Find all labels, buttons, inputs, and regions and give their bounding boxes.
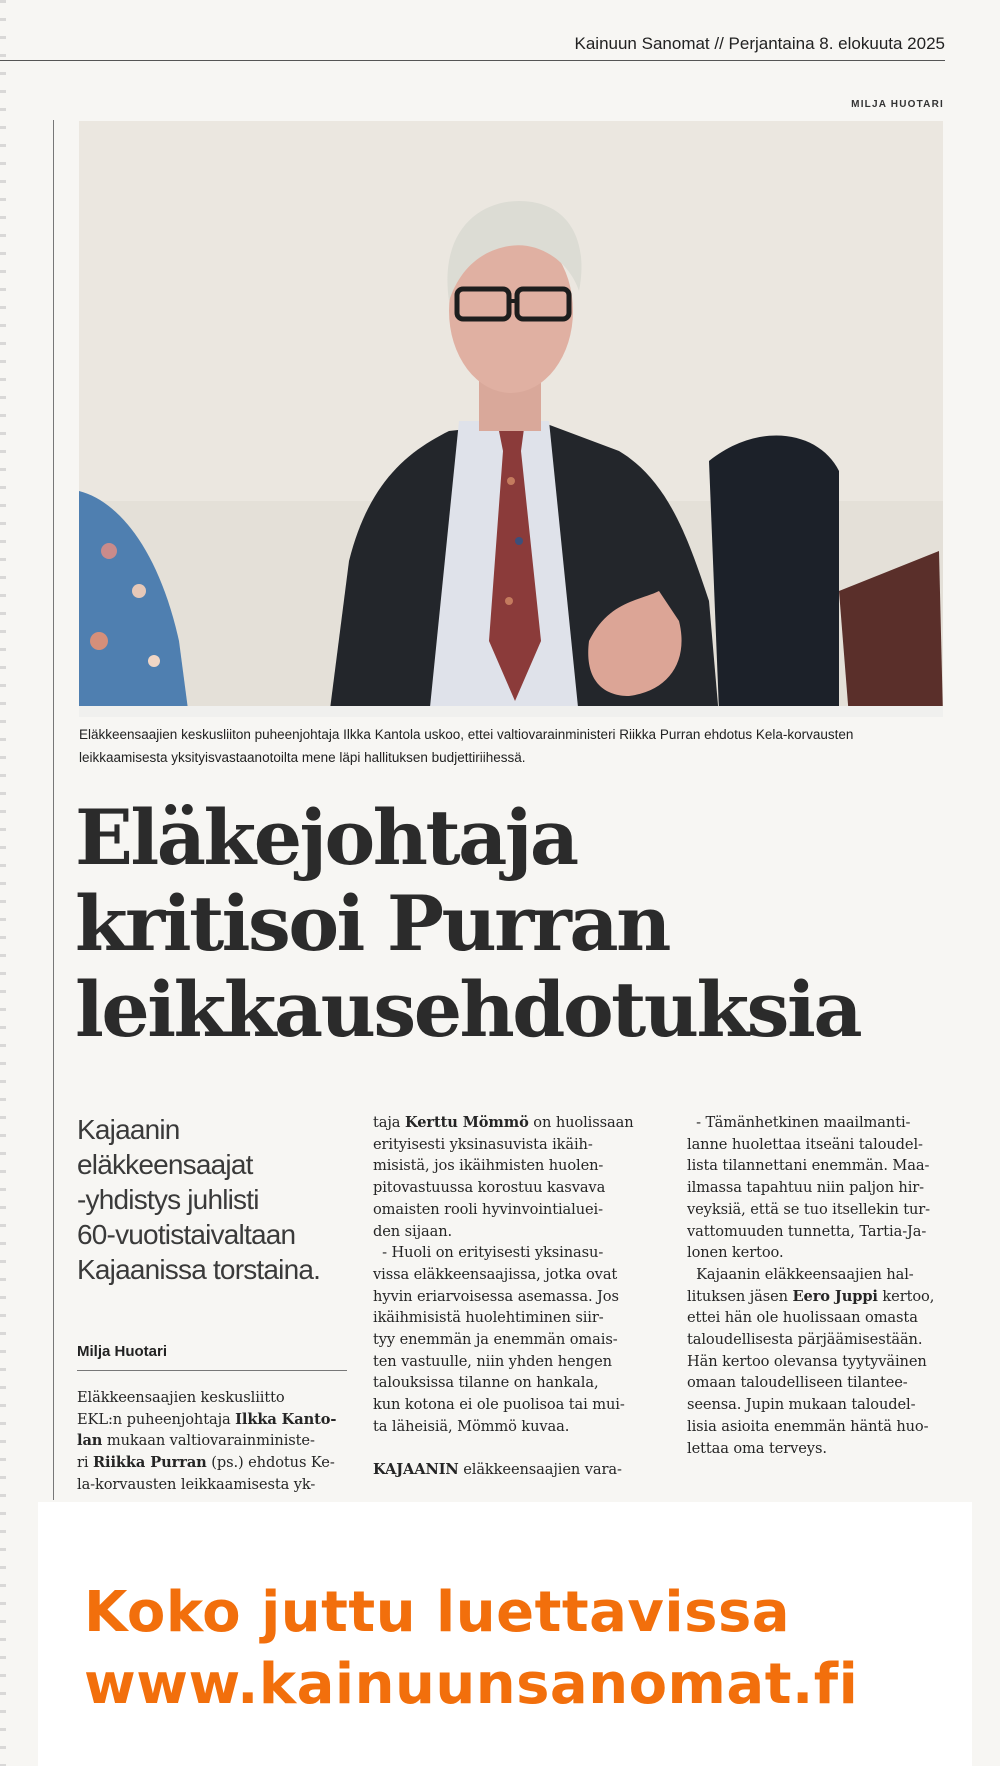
bold-name: Eero Juppi <box>792 1287 878 1305</box>
body-line: vattomuuden tunnetta, Tartia-Ja- <box>687 1222 927 1240</box>
body-line: pitovastuussa korostuu kasvava <box>373 1179 606 1197</box>
body-line: taja Kerttu Mömmö on huolissaan <box>373 1114 634 1131</box>
body-line: lisia asioita enemmän häntä huo- <box>687 1417 929 1435</box>
photo-caption: Eläkkeensaajien keskusliiton puheenjohtaja Ilkka Kantola uskoo, ettei valtiovarainministeri Riikka Purran ehdotus Kela-korvausten leikkaamisesta yksityisvastaanotoilta mene läpi hallituksen budjettiriihessä. <box>79 727 854 765</box>
byline-rule <box>77 1370 347 1371</box>
body-line: la-korvausten leikkaamisesta yk- <box>77 1475 316 1493</box>
bold-name: lan <box>77 1432 103 1450</box>
body-column-3 <box>687 1112 934 1459</box>
photo-illustration <box>79 121 943 717</box>
body-line: ten vastuulle, niin yhden hengen <box>373 1352 612 1370</box>
ingress-line: -yhdistys juhlisti <box>77 1184 259 1215</box>
ingress-line: Kajaanin <box>77 1114 180 1145</box>
body-line: Hän kertoo olevansa tyytyväinen <box>687 1352 927 1370</box>
body-line: Eläkkeensaajien keskusliitto <box>77 1389 285 1406</box>
body-line: lan mukaan valtiovarainministe- <box>77 1432 315 1450</box>
photo-credit: MILJA HUOTARI <box>851 99 944 110</box>
body-line: Kajaanin eläkkeensaajien hal- <box>687 1265 914 1283</box>
headline-line: Eläkejohtaja <box>75 793 577 882</box>
header-rule <box>0 60 945 61</box>
promo-link[interactable]: www.kainuunsanomat.fi <box>84 1652 859 1717</box>
byline: Milja Huotari <box>77 1343 168 1360</box>
body-line: omaisten rooli hyvinvointialuei- <box>373 1200 603 1218</box>
body-line: vissa eläkkeensaajissa, jotka ovat <box>373 1265 618 1283</box>
bold-name: Riikka Purran <box>92 1454 207 1472</box>
body-line: lista tilannettani enemmän. Maa- <box>687 1157 930 1175</box>
ingress-line: 60-vuotistaivaltaan <box>77 1219 296 1250</box>
article-photo <box>79 121 943 717</box>
body-line: - Tämänhetkinen maailmanti- <box>687 1114 911 1131</box>
body-line: den sijaan. <box>373 1222 453 1240</box>
body-line: hyvin eriarvoisessa asemassa. Jos <box>373 1287 619 1305</box>
body-line: omaan taloudelliseen tilantee- <box>687 1374 908 1392</box>
body-line: ta läheisiä, Mömmö kuvaa. <box>373 1417 570 1435</box>
body-line: ettei hän ole huolissaan omasta <box>687 1309 918 1327</box>
body-line: lonen kertoo. <box>687 1244 784 1262</box>
ingress-line: Kajaanissa torstaina. <box>77 1254 321 1285</box>
body-line: lettaa oma terveys. <box>687 1439 827 1457</box>
ingress-line: eläkkeensaajat <box>77 1149 253 1180</box>
bold-name: Kerttu Mömmö <box>404 1114 529 1131</box>
body-line: veyksiä, että se tuo itsellekin tur- <box>687 1200 931 1218</box>
body-line: lanne huolettaa itseäni taloudel- <box>687 1135 923 1153</box>
body-line: ikäihmisistä huolehtiminen siir- <box>373 1309 604 1327</box>
body-line: tyy enemmän ja enemmän omais- <box>373 1331 618 1349</box>
promo-text[interactable] <box>84 1577 858 1721</box>
ingress <box>77 1112 357 1287</box>
body-line: KAJAANIN eläkkeensaajien vara- <box>373 1461 622 1479</box>
headline-line: leikkausehdotuksia <box>75 965 861 1054</box>
body-column-1 <box>77 1387 336 1496</box>
body-line: ilmassa tapahtuu niin paljon hir- <box>687 1179 925 1197</box>
body-line: ri Riikka Purran (ps.) ehdotus Ke- <box>77 1454 335 1472</box>
bold-name: KAJAANIN <box>373 1461 459 1479</box>
body-line: EKL:n puheenjohtaja Ilkka Kanto- <box>77 1410 337 1428</box>
headline-line: kritisoi Purran <box>75 879 669 968</box>
page-edge-marks <box>0 0 6 1766</box>
body-line: - Huoli on erityisesti yksinasu- <box>373 1244 604 1262</box>
masthead: Kainuun Sanomat // Perjantaina 8. elokuuta 2025 <box>574 34 945 53</box>
body-column-2 <box>373 1112 634 1481</box>
promo-line: Koko juttu luettavissa <box>84 1580 791 1645</box>
body-line <box>373 1438 634 1460</box>
body-line: erityisesti yksinasuvista ikäih- <box>373 1135 593 1153</box>
column-rule <box>53 120 54 1500</box>
body-line: talouksissa tilanne on hankala, <box>373 1374 599 1392</box>
body-line: lituksen jäsen Eero Juppi kertoo, <box>687 1287 935 1305</box>
body-line: misistä, jos ikäihmisten huolen- <box>373 1157 604 1175</box>
body-line: kun kotona ei ole puolisoa tai mui- <box>373 1396 625 1414</box>
bold-name: Ilkka Kanto- <box>235 1410 337 1428</box>
headline <box>75 795 945 1053</box>
body-line: taloudellisesta pärjäämisestään. <box>687 1331 923 1349</box>
body-line: seensa. Jupin mukaan taloudel- <box>687 1396 916 1414</box>
